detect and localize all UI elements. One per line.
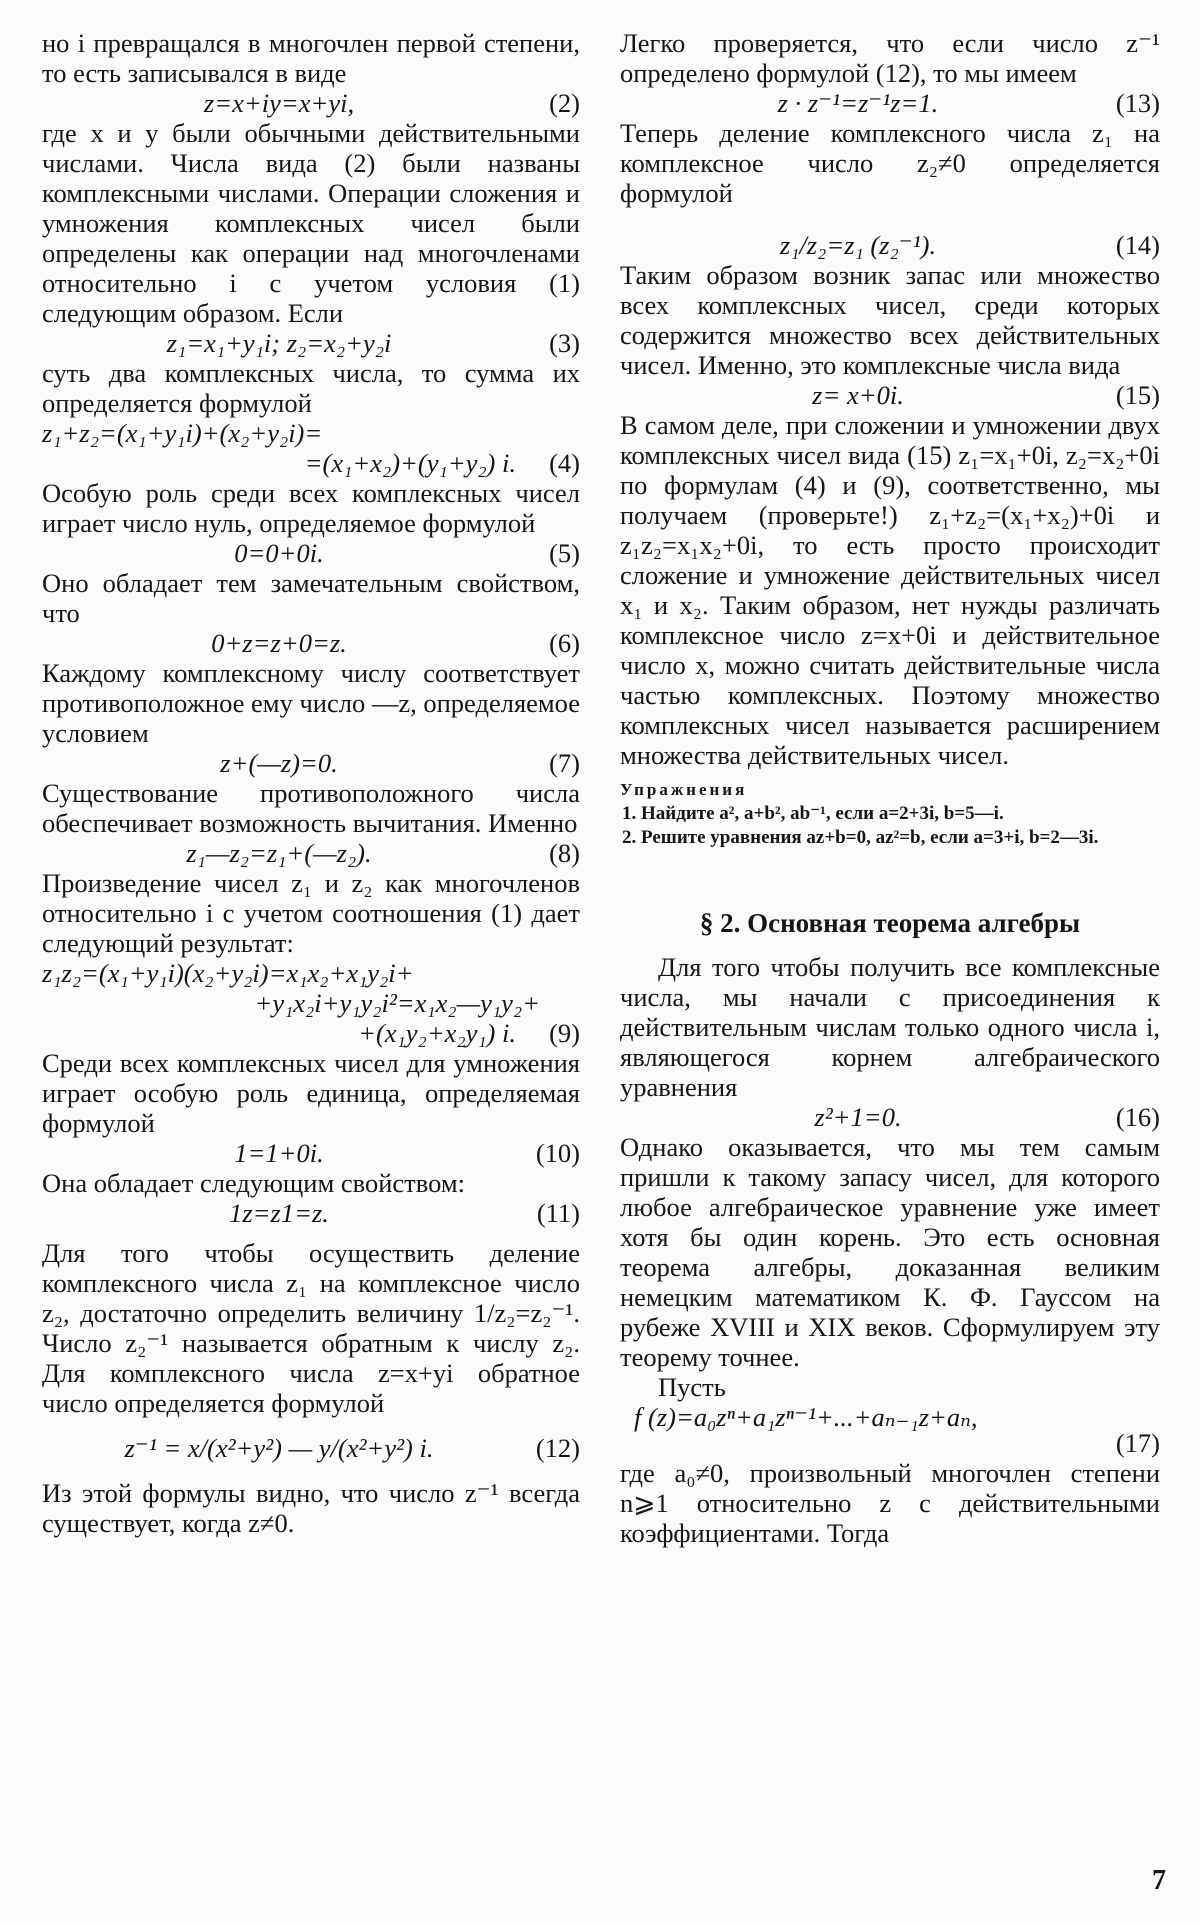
paragraph: Существование противоположного числа обеспечивает возможность вычитания. Именно [42,778,580,838]
equation-15 [620,380,1160,410]
paragraph: Теперь деление комплексного числа z₁ на комплексное число z₂≠0 определяется формулой [620,118,1160,208]
equation-17 [620,1402,1160,1432]
equation-number: (8) [549,838,580,868]
equation-number: (16) [1115,1102,1160,1132]
exercises-heading: Упражнения [620,780,748,799]
equation-5 [42,538,580,568]
paragraph: Однако оказывается, что мы тем самым пришли к такому запасу чисел, для которого любое алгебраическое уравнение уже имеет хотя бы один корень. Это есть основная теорема алгебры, доказанная великим немецким математиком К. Ф. Гауссом на рубеже XVIII и XIX веков. Сформулируем эту теорему точнее. [620,1132,1160,1372]
paragraph: Каждому комплексному числу соответствует противоположное ему число —z, определяемое условием [42,658,580,748]
formula: =(x₁+x₂)+(y₁+y₂) i. [304,448,516,478]
equation-14 [620,230,1160,260]
paragraph: В самом деле, при сложении и умножении двух комплексных чисел вида (15) z₁=x₁+0i, z₂=x₂+0i по формулам (4) и (9), соответственно, мы получаем (проверьте!) z₁+z₂=(x₁+x₂)+0i и z₁z₂=x₁x₂+0i, то есть просто происходит сложение и умножение действительных чисел x₁ и x₂. Таким образом, нет нужды различать комплексное число z=x+0i и действительное число x, можно считать действительные числа частью комплексных. Поэтому множество комплексных чисел называется расширением множества действительных чисел. [620,410,1160,770]
equation-9-line-3 [42,1018,580,1048]
exercise-2: 2. Решите уравнения az+b=0, az²=b, если a=3+i, b=2—3i. [622,827,1099,848]
equation-2 [42,88,580,118]
formula: z= x+0i. [812,380,904,410]
paragraph: Для того чтобы получить все комплексные числа, мы начали с присоединения к действительным числам только одного числа i, являющегося корнем алгебраического уравнения [620,952,1160,1102]
formula: z₁+z₂=(x₁+y₁i)+(x₂+y₂i)= [42,418,323,448]
formula: 1z=z1=z. [229,1198,329,1228]
formula: z₁/z₂=z₁ (z₂⁻¹). [779,230,937,260]
paragraph: где x и y были обычными действительными числами. Числа вида (2) были названы комплексными числами. Операции сложения и умножения комплексных чисел были определены как операции над многочленами относительно i с учетом условия (1) следующим образом. Если [42,118,580,328]
equation-3 [42,328,580,358]
equation-4-line-2 [42,448,580,478]
formula: z₁—z₂=z₁+(—z₂). [186,838,372,868]
equation-number: (6) [549,628,580,658]
section-title: § 2. Основная теорема алгебры [699,908,1081,938]
paragraph: Для того чтобы осуществить деление комплексного числа z₁ на комплексное число z₂, достаточно определить величину 1/z₂=z₂⁻¹. Число z₂⁻¹ называется обратным к числу z₂. Для комплексного числа z=x+yi обратное число определяется формулой [42,1238,580,1418]
equation-9-line-1 [42,958,580,988]
paragraph: Среди всех комплексных чисел для умножения играет особую роль единица, определяемая формулой [42,1048,580,1138]
equation-10 [42,1138,580,1168]
equation-9-line-2: +y₁x₂i+y₁y₂i²=x₁x₂—y₁y₂+ [254,988,540,1018]
left-column [42,28,580,1538]
formula: f (z)=a₀zⁿ+a₁zⁿ⁻¹+...+aₙ₋₁z+aₙ, [634,1402,978,1432]
equation-number: (2) [549,88,580,118]
equation-number: (10) [535,1138,580,1168]
paragraph: Оно обладает тем замечательным свойством, что [42,568,580,628]
paragraph: но i превращался в многочлен первой степени, то есть записывался в виде [42,28,580,88]
equation-6 [42,628,580,658]
equation-number: (13) [1115,88,1160,118]
right-column [620,28,1160,1548]
paragraph: Легко проверяется, что если число z⁻¹ определено формулой (12), то мы имеем [620,28,1160,88]
paragraph: Особую роль среди всех комплексных чисел играет число нуль, определяемое формулой [42,478,580,538]
exercise-1: 1. Найдите a², a+b², ab⁻¹, если a=2+3i, b=5—i. [622,803,1004,824]
formula: z · z⁻¹=z⁻¹z=1. [777,88,939,118]
equation-13 [620,88,1160,118]
equation-8 [42,838,580,868]
equation-17-number-line [620,1428,1160,1458]
paragraph: Произведение чисел z₁ и z₂ как многочленов относительно i с учетом соотношения (1) дает следующий результат: [42,868,580,958]
equation-number: (4) [549,448,580,478]
equation-number: (17) [1115,1428,1160,1458]
formula: z⁻¹ = x/(x²+y²) — y/(x²+y²) i. [124,1433,434,1463]
equation-16 [620,1102,1160,1132]
paragraph: Таким образом возник запас или множество всех комплексных чисел, среди которых содержится множество всех действительных чисел. Именно, это комплексные числа вида [620,260,1160,380]
paragraph: Из этой формулы видно, что число z⁻¹ всегда существует, когда z≠0. [42,1478,580,1538]
equation-number: (15) [1115,380,1160,410]
equation-number: (12) [535,1433,580,1463]
formula: 0+z=z+0=z. [211,628,347,658]
equation-number: (5) [549,538,580,568]
paragraph: где a₀≠0, произвольный многочлен степени n⩾1 относительно z с действительными коэффициентами. Тогда [620,1458,1160,1548]
equation-7 [42,748,580,778]
formula: z=x+iy=x+yi, [203,88,355,118]
paragraph: Она обладает следующим свойством: [42,1168,465,1198]
equation-number: (11) [536,1198,580,1228]
formula: z+(—z)=0. [220,748,338,778]
equation-number: (14) [1115,230,1160,260]
equation-12 [42,1418,580,1478]
formula: z²+1=0. [814,1102,902,1132]
formula: 1=1+0i. [234,1138,324,1168]
formula: z₁=x₁+y₁i; z₂=x₂+y₂i [166,328,392,358]
equation-11 [42,1198,580,1228]
paragraph: суть два комплексных числа, то сумма их определяется формулой [42,358,580,418]
formula: 0=0+0i. [234,538,324,568]
formula: z₁z₂=(x₁+y₁i)(x₂+y₂i)=x₁x₂+x₁y₂i+ [42,958,414,988]
page-number: 7 [1152,1865,1166,1896]
equation-4-line-1 [42,418,580,448]
paragraph: Пусть [658,1372,726,1402]
equation-number: (9) [549,1018,580,1048]
equation-number: (7) [549,748,580,778]
equation-number: (3) [549,328,580,358]
formula: +(x₁y₂+x₂y₁) i. [358,1018,516,1048]
